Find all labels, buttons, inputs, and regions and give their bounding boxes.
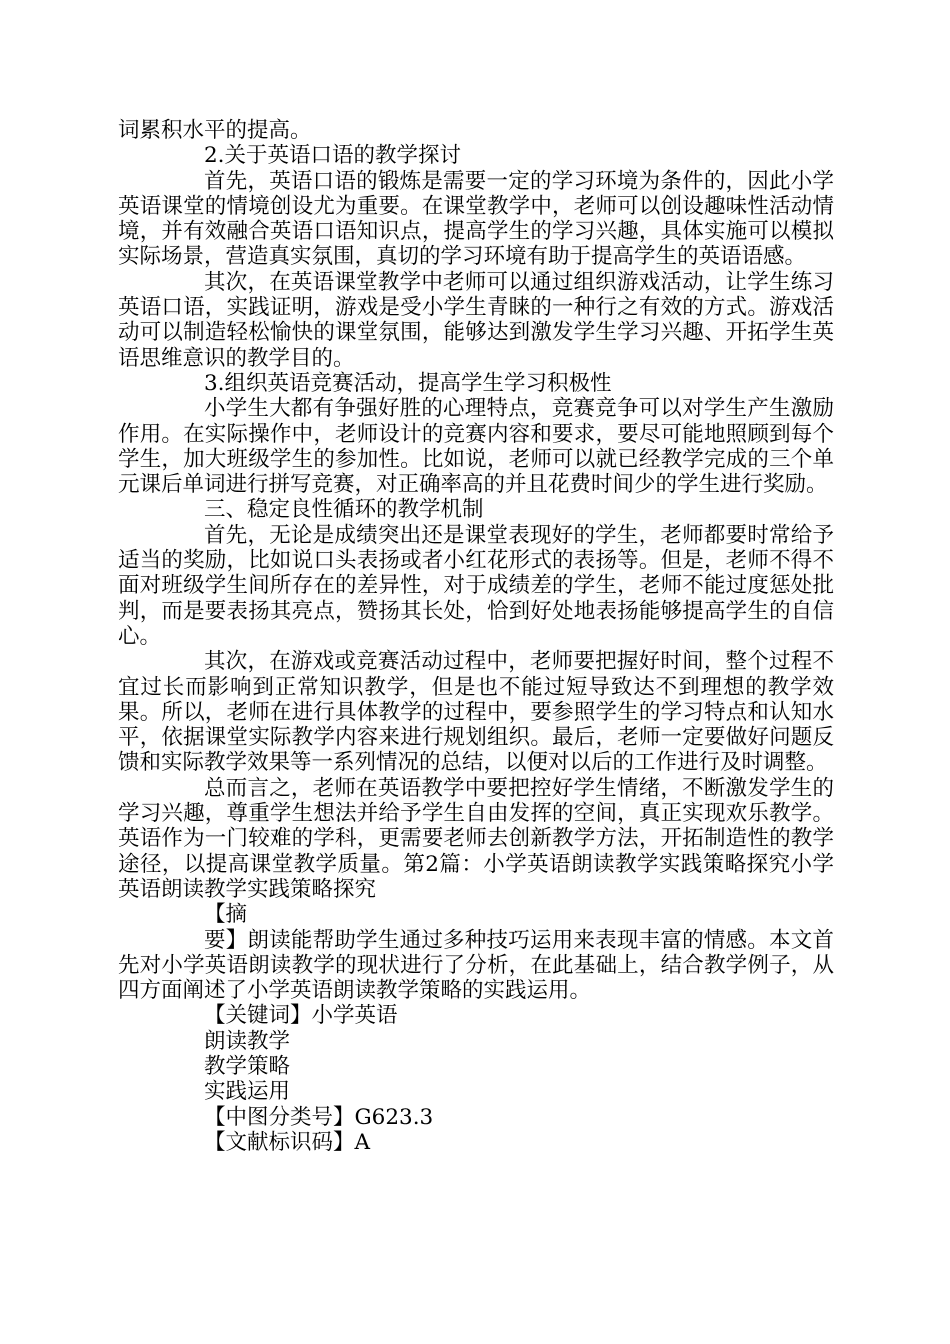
- paragraph-mechanism-second: 其次，在游戏或竞赛活动过程中，老师要把握好时间，整个过程不宜过长而影响到正常知识教学，但是也不能过短导致达不到理想的教学效果。所以，老师在进行具体教学的过程中，要参照学生的学习特点和认知水平，依据课堂实际教学内容来进行规划组织。最后，老师一定要做好问题反馈和实际教学效果等一系列情况的总结，以便对以后的工作进行及时调整。: [118, 649, 834, 776]
- paragraph-conclusion: 总而言之，老师在英语教学中要把控好学生情绪，不断激发学生的学习兴趣，尊重学生想法并给予学生自由发挥的空间，真正实现欢乐教学。英语作为一门较难的学科，更需要老师去创新教学方法，开拓制造性的教学途径，以提高课堂教学质量。第2篇：小学英语朗读教学实践策略探究小学英语朗读教学实践策略探究: [118, 775, 834, 902]
- keywords-label: 【关键词】小学英语: [204, 1003, 398, 1029]
- paragraph-oral-second: 其次，在英语课堂教学中老师可以通过组织游戏活动，让学生练习英语口语，实践证明，游戏是受小学生青睐的一种行之有效的方式。游戏活动可以制造轻松愉快的课堂氛围，能够达到激发学生学习兴趣、开拓学生英语思维意识的教学目的。: [118, 269, 834, 371]
- document-code: 【文献标识码】A: [204, 1129, 371, 1155]
- abstract-label: 【摘: [204, 902, 248, 928]
- keyword-item: 教学策略: [204, 1053, 291, 1079]
- keyword-item: 实践运用: [204, 1079, 291, 1105]
- document-page: [118, 118, 834, 1155]
- paragraph-continuation: 词累积水平的提高。: [118, 118, 312, 143]
- classification-number: 【中图分类号】G623.3: [204, 1104, 434, 1130]
- abstract-body: 要】朗读能帮助学生通过多种技巧运用来表现丰富的情感。本文首先对小学英语朗读教学的现状进行了分析，在此基础上，结合教学例子，从四方面阐述了小学英语朗读教学策略的实践运用。: [118, 927, 834, 1004]
- heading-mechanism: 三、稳定良性循环的教学机制: [204, 497, 484, 523]
- heading-oral-english: 2.关于英语口语的教学探讨: [204, 143, 462, 169]
- heading-competition: 3.组织英语竞赛活动，提高学生学习积极性: [204, 370, 612, 396]
- paragraph-mechanism-first: 首先，无论是成绩突出还是课堂表现好的学生，老师都要时常给予适当的奖励，比如说口头表扬或者小红花形式的表扬等。但是，老师不得不面对班级学生间所存在的差异性，对于成绩差的学生，老师不能过度惩处批判，而是要表扬其亮点，赞扬其长处，恰到好处地表扬能够提高学生的自信心。: [118, 522, 834, 649]
- keyword-item: 朗读教学: [204, 1028, 291, 1054]
- paragraph-oral-first: 首先，英语口语的锻炼是需要一定的学习环境为条件的，因此小学英语课堂的情境创设尤为重要。在课堂教学中，老师可以创设趣味性活动情境，并有效融合英语口语知识点，提高学生的学习兴趣，具体实施可以模拟实际场景，营造真实氛围，真切的学习环境有助于提高学生的英语语感。: [118, 168, 834, 270]
- paragraph-competition: 小学生大都有争强好胜的心理特点，竞赛竞争可以对学生产生激励作用。在实际操作中，老师设计的竞赛内容和要求，要尽可能地照顾到每个学生，加大班级学生的参加性。比如说，老师可以就已经教学完成的三个单元课后单词进行拼写竞赛，对正确率高的并且花费时间少的学生进行奖励。: [118, 396, 834, 498]
